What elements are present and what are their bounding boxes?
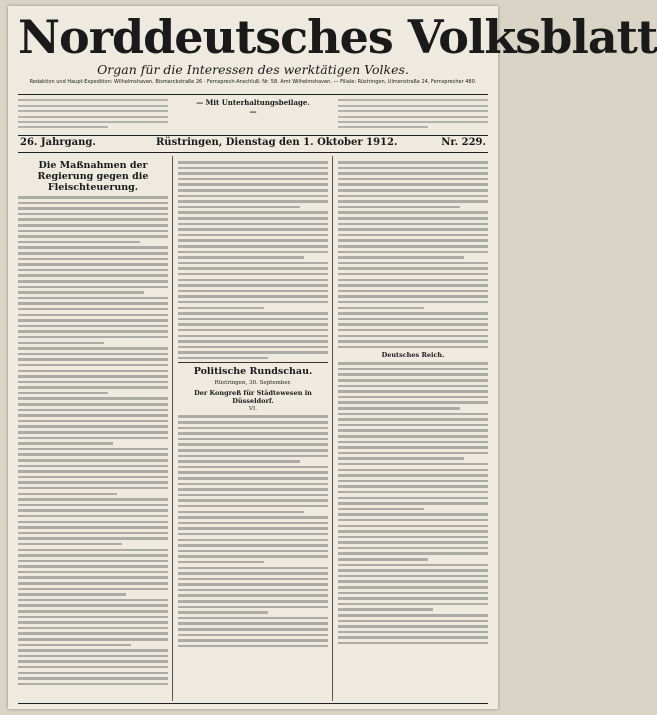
text-line xyxy=(178,427,328,430)
text-line xyxy=(18,286,168,289)
text-line xyxy=(178,438,328,441)
text-line xyxy=(338,121,488,123)
text-line xyxy=(338,295,488,298)
text-line xyxy=(338,525,488,528)
text-line xyxy=(178,533,328,536)
text-line xyxy=(178,600,328,603)
text-line xyxy=(178,206,300,209)
text-line xyxy=(178,346,328,349)
text-line xyxy=(338,513,488,516)
text-line xyxy=(18,459,168,462)
text-line xyxy=(18,364,168,367)
text-line xyxy=(178,617,328,620)
text-line xyxy=(178,460,300,463)
text-line xyxy=(178,256,304,259)
text-line xyxy=(18,453,168,456)
text-line xyxy=(18,110,168,112)
text-line xyxy=(18,627,168,630)
text-line xyxy=(338,239,488,242)
text-line xyxy=(338,491,488,494)
text-line xyxy=(18,325,168,328)
text-line xyxy=(338,329,488,332)
text-line xyxy=(18,330,168,333)
text-line xyxy=(178,634,328,637)
text-line xyxy=(18,414,168,417)
text-line xyxy=(18,593,126,596)
text-line xyxy=(18,207,168,210)
text-line xyxy=(338,116,488,118)
column-2 xyxy=(178,158,328,647)
text-line xyxy=(18,196,168,199)
advertisement-notice-box xyxy=(338,96,488,128)
text-line xyxy=(178,628,328,631)
text-line xyxy=(18,571,168,574)
text-line xyxy=(178,594,328,597)
text-line xyxy=(18,420,168,423)
text-line xyxy=(338,642,488,645)
text-line xyxy=(18,588,168,591)
text-line xyxy=(18,532,168,535)
text-line xyxy=(338,558,428,561)
text-line xyxy=(18,342,104,345)
politics-section-title: Politische Rundschau. xyxy=(193,366,313,378)
text-line xyxy=(338,245,488,248)
text-line xyxy=(18,509,168,512)
text-line xyxy=(338,519,488,522)
text-line xyxy=(18,621,168,624)
text-line xyxy=(338,217,488,220)
text-line xyxy=(338,636,488,639)
text-line xyxy=(338,211,488,214)
text-line xyxy=(178,494,328,497)
text-line xyxy=(18,358,168,361)
text-line xyxy=(18,397,168,400)
text-line xyxy=(338,335,488,338)
text-line xyxy=(338,401,488,404)
text-line xyxy=(18,537,168,540)
text-line xyxy=(338,251,488,254)
text-line xyxy=(338,373,488,376)
text-line xyxy=(338,530,488,533)
text-line xyxy=(338,457,464,460)
text-line xyxy=(18,677,168,680)
text-line xyxy=(338,273,488,276)
column-1 xyxy=(18,158,168,685)
text-line xyxy=(178,267,328,270)
text-line xyxy=(338,385,488,388)
text-line xyxy=(338,508,424,511)
local-section-title: Deutsches Reich. xyxy=(381,351,445,360)
text-line xyxy=(18,336,168,339)
text-line xyxy=(18,99,168,101)
text-line xyxy=(338,631,488,634)
text-line xyxy=(18,610,168,613)
text-line xyxy=(18,554,168,557)
text-line xyxy=(178,505,328,508)
text-line xyxy=(18,202,168,205)
text-line xyxy=(18,560,168,563)
text-line xyxy=(18,470,168,473)
lead-article-title: Die Maßnahmen der Regierung gegen die Fleischteuerung. xyxy=(37,160,149,193)
politics-subtitle: Der Kongreß für Städtewesen in Düsseldorf. xyxy=(194,389,312,406)
text-line xyxy=(338,340,488,343)
text-line xyxy=(18,666,168,669)
text-line xyxy=(338,379,488,382)
text-line xyxy=(338,323,488,326)
text-line xyxy=(338,161,488,164)
text-line xyxy=(338,446,488,449)
text-line xyxy=(338,279,488,282)
text-line xyxy=(18,224,168,227)
text-line xyxy=(338,418,488,421)
text-line xyxy=(178,455,328,458)
text-line xyxy=(178,499,328,502)
text-line xyxy=(178,611,268,614)
text-line xyxy=(338,195,488,198)
text-line xyxy=(18,392,108,395)
section-rule xyxy=(178,362,328,363)
text-line xyxy=(178,290,328,293)
text-line xyxy=(18,230,168,233)
lead-article-body xyxy=(18,196,168,685)
text-line xyxy=(178,606,328,609)
text-line xyxy=(18,632,168,635)
text-line xyxy=(178,262,328,265)
text-line xyxy=(178,307,264,310)
dateline-rule-bottom xyxy=(18,152,488,153)
text-line xyxy=(338,301,488,304)
text-line xyxy=(178,516,328,519)
text-line xyxy=(178,161,328,164)
supplement-label: — Mit Unterhaltungsbeilage. — xyxy=(196,98,310,116)
text-line xyxy=(338,597,488,600)
text-line xyxy=(18,465,168,468)
text-line xyxy=(338,429,488,432)
text-line xyxy=(18,252,168,255)
text-line xyxy=(18,353,168,356)
text-line xyxy=(338,463,488,466)
text-line xyxy=(18,302,168,305)
text-line xyxy=(338,575,488,578)
text-line xyxy=(338,541,488,544)
text-line xyxy=(18,370,168,373)
column-3-body-top xyxy=(338,161,488,348)
text-line xyxy=(18,672,168,675)
text-line xyxy=(18,403,168,406)
text-line xyxy=(338,312,488,315)
dateline-rule-top xyxy=(18,135,488,136)
newspaper-subtitle: Organ für die Interessen des werktätigen Volkes. xyxy=(97,62,409,77)
text-line xyxy=(18,649,168,652)
text-line xyxy=(178,477,328,480)
politics-body xyxy=(178,415,328,647)
newspaper-title: Norddeutsches Volksblatt xyxy=(18,10,657,64)
text-line xyxy=(338,441,488,444)
text-line xyxy=(178,284,328,287)
text-line xyxy=(338,474,488,477)
text-line xyxy=(338,172,488,175)
text-line xyxy=(18,599,168,602)
text-line xyxy=(18,521,168,524)
place-date-label: Rüstringen, Dienstag den 1. Oktober 1912. xyxy=(156,137,398,148)
text-line xyxy=(18,291,144,294)
text-line xyxy=(178,572,328,575)
text-line xyxy=(18,498,168,501)
text-line xyxy=(178,645,328,648)
text-line xyxy=(338,620,488,623)
subscription-notice-box xyxy=(18,96,168,128)
text-line xyxy=(178,251,328,254)
text-line xyxy=(338,469,488,472)
text-line xyxy=(178,432,328,435)
text-line xyxy=(18,504,168,507)
text-line xyxy=(178,189,328,192)
text-line xyxy=(338,625,488,628)
bottom-rule xyxy=(18,703,488,704)
text-line xyxy=(178,443,328,446)
text-line xyxy=(338,368,488,371)
text-line xyxy=(338,318,488,321)
text-line xyxy=(338,290,488,293)
text-line xyxy=(178,561,264,564)
text-line xyxy=(338,228,488,231)
text-line xyxy=(178,335,328,338)
text-line xyxy=(18,347,168,350)
text-line xyxy=(18,565,168,568)
text-line xyxy=(18,638,168,641)
text-line xyxy=(178,415,328,418)
column-2-body-top xyxy=(178,161,328,359)
subhead-band xyxy=(18,96,488,134)
dateline xyxy=(18,137,488,151)
text-line xyxy=(18,263,168,266)
text-line xyxy=(338,262,488,265)
text-line xyxy=(178,589,328,592)
text-line xyxy=(18,481,168,484)
text-line xyxy=(18,549,168,552)
text-line xyxy=(338,284,488,287)
text-line xyxy=(18,269,168,272)
newspaper-page xyxy=(8,6,657,709)
text-line xyxy=(338,346,488,349)
text-line xyxy=(18,381,168,384)
text-line xyxy=(178,567,328,570)
text-line xyxy=(18,297,168,300)
text-line xyxy=(338,178,488,181)
text-line xyxy=(18,660,168,663)
text-line xyxy=(178,228,328,231)
text-line xyxy=(18,213,168,216)
text-line xyxy=(338,256,464,259)
text-line xyxy=(178,550,328,553)
text-line xyxy=(178,483,328,486)
text-line xyxy=(338,223,488,226)
text-line xyxy=(338,390,488,393)
text-line xyxy=(18,644,131,647)
text-line xyxy=(18,409,168,412)
text-line xyxy=(178,583,328,586)
text-line xyxy=(338,435,488,438)
text-line xyxy=(338,564,488,567)
text-line xyxy=(338,452,488,455)
politics-part-number: VI. xyxy=(249,406,257,413)
text-line xyxy=(18,448,168,451)
text-line xyxy=(338,592,488,595)
text-line xyxy=(338,485,488,488)
text-line xyxy=(178,555,328,558)
text-line xyxy=(18,314,168,317)
text-line xyxy=(338,110,488,112)
text-line xyxy=(178,211,328,214)
text-line xyxy=(178,421,328,424)
text-line xyxy=(18,431,168,434)
text-line xyxy=(18,487,168,490)
text-line xyxy=(338,307,424,310)
issue-number-label: Nr. 229. xyxy=(441,137,486,148)
text-line xyxy=(18,437,168,440)
column-separator xyxy=(172,156,173,701)
text-line xyxy=(178,234,328,237)
text-line xyxy=(18,582,168,585)
text-line xyxy=(178,578,328,581)
text-line xyxy=(178,357,268,360)
text-line xyxy=(338,267,488,270)
text-line xyxy=(18,116,168,118)
text-line xyxy=(18,425,168,428)
text-line xyxy=(338,580,488,583)
text-line xyxy=(338,200,488,203)
text-line xyxy=(178,200,328,203)
text-line xyxy=(18,241,140,244)
column-3-body-bottom xyxy=(338,362,488,644)
text-line xyxy=(338,206,460,209)
politics-place-date: Rüstringen, 30. September. xyxy=(214,380,292,387)
text-line xyxy=(18,515,168,518)
text-line xyxy=(178,622,328,625)
text-line xyxy=(338,362,488,365)
text-line xyxy=(178,488,328,491)
text-line xyxy=(338,502,488,505)
text-line xyxy=(18,442,113,445)
text-line xyxy=(18,246,168,249)
publisher-info-line: Redaktion und Haupt-Expedition: Wilhelmshaven, Bismarckstraße 26 · Fernsprech-Anschluß: Nr. 58. Amt Wilhelmshaven. — Filiale: Rüstringen, Ulmenstraße 24, Fernsprecher 480. xyxy=(29,79,477,85)
text-line xyxy=(338,167,488,170)
text-line xyxy=(178,522,328,525)
text-line xyxy=(338,105,488,107)
text-line xyxy=(18,476,168,479)
text-line xyxy=(338,396,488,399)
text-line xyxy=(18,543,122,546)
text-line xyxy=(18,655,168,658)
text-line xyxy=(338,614,488,617)
text-line xyxy=(338,569,488,572)
text-line xyxy=(178,172,328,175)
text-line xyxy=(338,552,488,555)
text-line xyxy=(338,99,488,101)
text-line xyxy=(18,319,168,322)
text-line xyxy=(18,375,168,378)
text-line xyxy=(338,536,488,539)
text-line xyxy=(178,217,328,220)
text-line xyxy=(178,318,328,321)
text-line xyxy=(178,195,328,198)
text-line xyxy=(338,126,428,128)
text-line xyxy=(338,189,488,192)
text-line xyxy=(18,604,168,607)
text-line xyxy=(18,526,168,529)
column-3 xyxy=(338,158,488,644)
text-line xyxy=(18,274,168,277)
text-line xyxy=(338,586,488,589)
text-line xyxy=(18,616,168,619)
text-line xyxy=(178,471,328,474)
text-line xyxy=(18,235,168,238)
text-line xyxy=(338,603,488,606)
text-line xyxy=(178,639,328,642)
text-line xyxy=(338,608,433,611)
text-line xyxy=(18,126,108,128)
text-line xyxy=(18,493,117,496)
column-separator xyxy=(332,156,333,701)
text-line xyxy=(18,105,168,107)
text-line xyxy=(18,121,168,123)
text-line xyxy=(178,466,328,469)
text-line xyxy=(18,280,168,283)
text-line xyxy=(338,424,488,427)
text-line xyxy=(178,329,328,332)
text-line xyxy=(178,449,328,452)
text-line xyxy=(18,308,168,311)
text-line xyxy=(178,178,328,181)
text-line xyxy=(338,547,488,550)
text-line xyxy=(178,511,304,514)
text-line xyxy=(18,386,168,389)
text-line xyxy=(178,239,328,242)
text-line xyxy=(178,323,328,326)
text-line xyxy=(178,183,328,186)
text-line xyxy=(178,301,328,304)
text-line xyxy=(178,351,328,354)
text-line xyxy=(178,544,328,547)
text-line xyxy=(178,279,328,282)
text-line xyxy=(178,167,328,170)
masthead xyxy=(18,10,657,85)
text-line xyxy=(178,340,328,343)
text-line xyxy=(18,218,168,221)
text-line xyxy=(338,407,460,410)
text-line xyxy=(178,223,328,226)
text-line xyxy=(178,273,328,276)
text-line xyxy=(178,295,328,298)
text-line xyxy=(178,245,328,248)
text-line xyxy=(18,683,168,686)
text-line xyxy=(178,312,328,315)
text-line xyxy=(18,258,168,261)
text-line xyxy=(178,539,328,542)
text-line xyxy=(338,413,488,416)
text-line xyxy=(338,497,488,500)
text-line xyxy=(338,183,488,186)
text-line xyxy=(338,234,488,237)
text-line xyxy=(178,527,328,530)
text-line xyxy=(18,576,168,579)
volume-label: 26. Jahrgang. xyxy=(20,137,96,148)
masthead-rule xyxy=(18,94,488,95)
text-line xyxy=(338,480,488,483)
